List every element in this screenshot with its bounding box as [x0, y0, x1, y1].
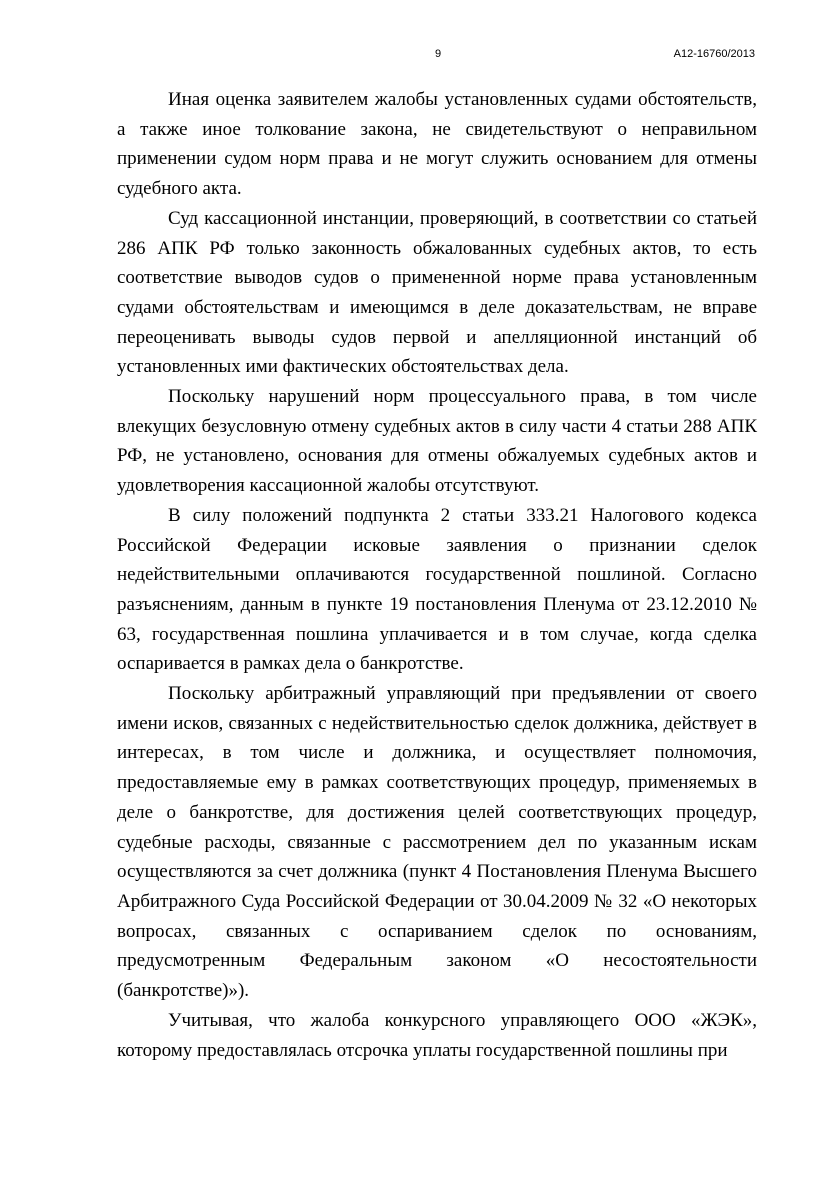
paragraph: Поскольку арбитражный управляющий при предъявлении от своего имени исков, связанных с недействительностью сделок должника, действует в интересах, в том числе и должника, и осуществляет полномочия, предоставляемые ему в рамках соответствующих процедур, применяемых в деле о банкротстве, для достижения целей соответствующих процедур, судебные расходы, связанные с рассмотрением дел по указанным искам осуществляются за счет должника (пункт 4 Постановления Пленума Высшего Арбитражного Суда Российской Федерации от 30.04.2009 № 32 «О некоторых вопросах, связанных с оспариванием сделок по основаниям, предусмотренным Федеральным законом «О несостоятельности (банкротстве)»).	[117, 683, 757, 1002]
paragraph: Поскольку нарушений норм процессуального права, в том числе влекущих безусловную отмену судебных актов в силу части 4 статьи 288 АПК РФ, не установлено, основания для отмены обжалуемых судебных актов и удовлетворения кассационной жалобы отсутствуют.	[117, 386, 757, 497]
paragraph: В силу положений подпункта 2 статьи 333.21 Налогового кодекса Российской Федерации исковые заявления о признании сделок недействительными оплачиваются государственной пошлиной. Согласно разъяснениям, данным в пункте 19 постановления Пленума от 23.12.2010 № 63, государственная пошлина уплачивается и в том случае, когда сделка оспаривается в рамках дела о банкротстве.	[117, 504, 757, 675]
case-number: А12-16760/2013	[673, 48, 755, 60]
page-number: 9	[434, 48, 442, 60]
paragraph: Суд кассационной инстанции, проверяющий, в соответствии со статьей 286 АПК РФ только законность обжалованных судебных актов, то есть соответствие выводов судов о примененной норме права установленным судами обстоятельствам и имеющимся в деле доказательствам, не вправе переоценивать выводы судов первой и апелляционной инстанций об установленных ими фактических обстоятельствах дела.	[117, 207, 757, 378]
paragraph: Иная оценка заявителем жалобы установленных судами обстоятельств, а также иное толкование закона, не свидетельствуют о неправильном применении судом норм права и не могут служить основанием для отмены судебного акта.	[117, 89, 757, 200]
document-body	[117, 85, 757, 1065]
paragraph-continued: Учитывая, что жалоба конкурсного управляющего ООО «ЖЭК», которому предоставлялась отсрочка уплаты государственной пошлины при	[117, 1009, 757, 1061]
